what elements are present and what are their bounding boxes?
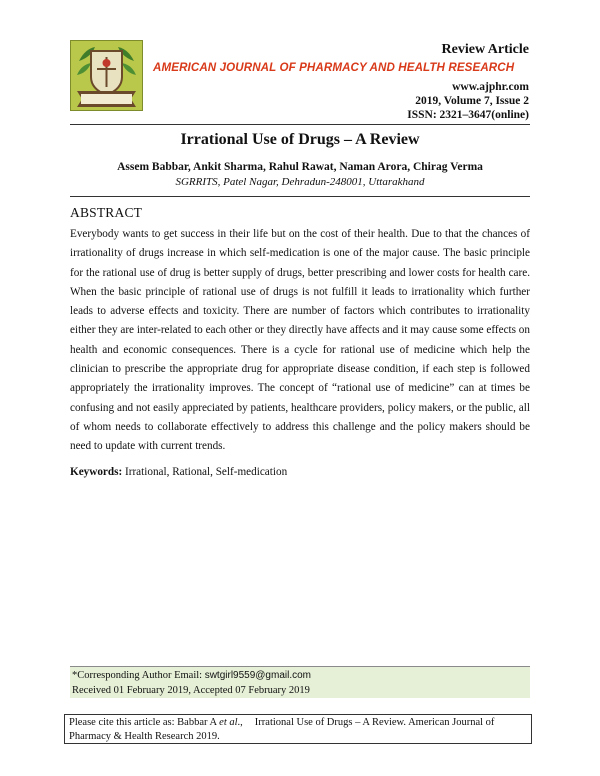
correspondence-box xyxy=(70,666,530,698)
journal-logo xyxy=(70,40,143,111)
keywords-label: Keywords: xyxy=(70,466,123,478)
citation-rest: Irrational Use of Drugs – A Review. American Journal of Pharmacy & Health Research 2019. xyxy=(69,717,495,742)
citation-box xyxy=(64,714,532,744)
correspondence-email-line xyxy=(72,668,528,683)
citation-prefix: Please cite this article as: Babbar A xyxy=(69,717,217,728)
citation-suffix: ., xyxy=(237,717,243,728)
issn: ISSN: 2321–3647(online) xyxy=(407,109,529,121)
abstract-heading: ABSTRACT xyxy=(70,205,143,220)
author-affiliation: SGRRITS, Patel Nagar, Dehradun-248001, Uttarakhand xyxy=(175,176,425,188)
received-accepted-dates: Received 01 February 2019, Accepted 07 February 2019 xyxy=(72,685,310,696)
citation-et-al: et al xyxy=(219,717,238,728)
keywords-value: Irrational, Rational, Self-medication xyxy=(125,466,288,478)
correspondence-label: *Corresponding Author Email: xyxy=(72,670,203,681)
journal-name: AMERICAN JOURNAL OF PHARMACY AND HEALTH RESEARCH xyxy=(153,61,515,74)
volume-issue: 2019, Volume 7, Issue 2 xyxy=(415,95,529,107)
title-divider xyxy=(70,196,530,197)
keywords-line xyxy=(70,466,287,478)
header-divider xyxy=(70,124,530,125)
journal-website[interactable]: www.ajphr.com xyxy=(452,81,529,93)
article-title: Irrational Use of Drugs – A Review xyxy=(180,131,420,148)
article-authors: Assem Babbar, Ankit Sharma, Rahul Rawat, Naman Arora, Chirag Verma xyxy=(117,161,483,173)
correspondence-email[interactable]: swtgirl9559@gmail.com xyxy=(204,670,312,681)
journal-seal-logo-icon xyxy=(71,41,142,110)
abstract-text: Everybody wants to get success in their life but on the cost of their health. Due to that the chances of irrationality of drugs increase in which self-medication is one of the major cause. The basic principle for the rational use of drug is better supply of drugs, better prescribing and lower costs for health care. When the basic principle of rational use of drugs is not fulfill it leads to irrationality which further leads to adverse effects and toxicity. There are number of factors which contributes to irrationality either they are inter-related to each other or they directly have affects and it may cause some effects on health and economic consequences. There is a cycle for rational use of medicine which help the clinician to prescribe the appropriate drug for appropriate disease condition, if each step is followed appropriately the irrationality improves. The concept of “rational use of medicine” can at times be confusing and not easily appreciated by patients, healthcare providers, policy makers, or the public, all of whom needs to collaborate effectively to address this challenge and the policy makers should be need to update with current trends. xyxy=(70,228,530,453)
article-type: Review Article xyxy=(441,42,529,57)
